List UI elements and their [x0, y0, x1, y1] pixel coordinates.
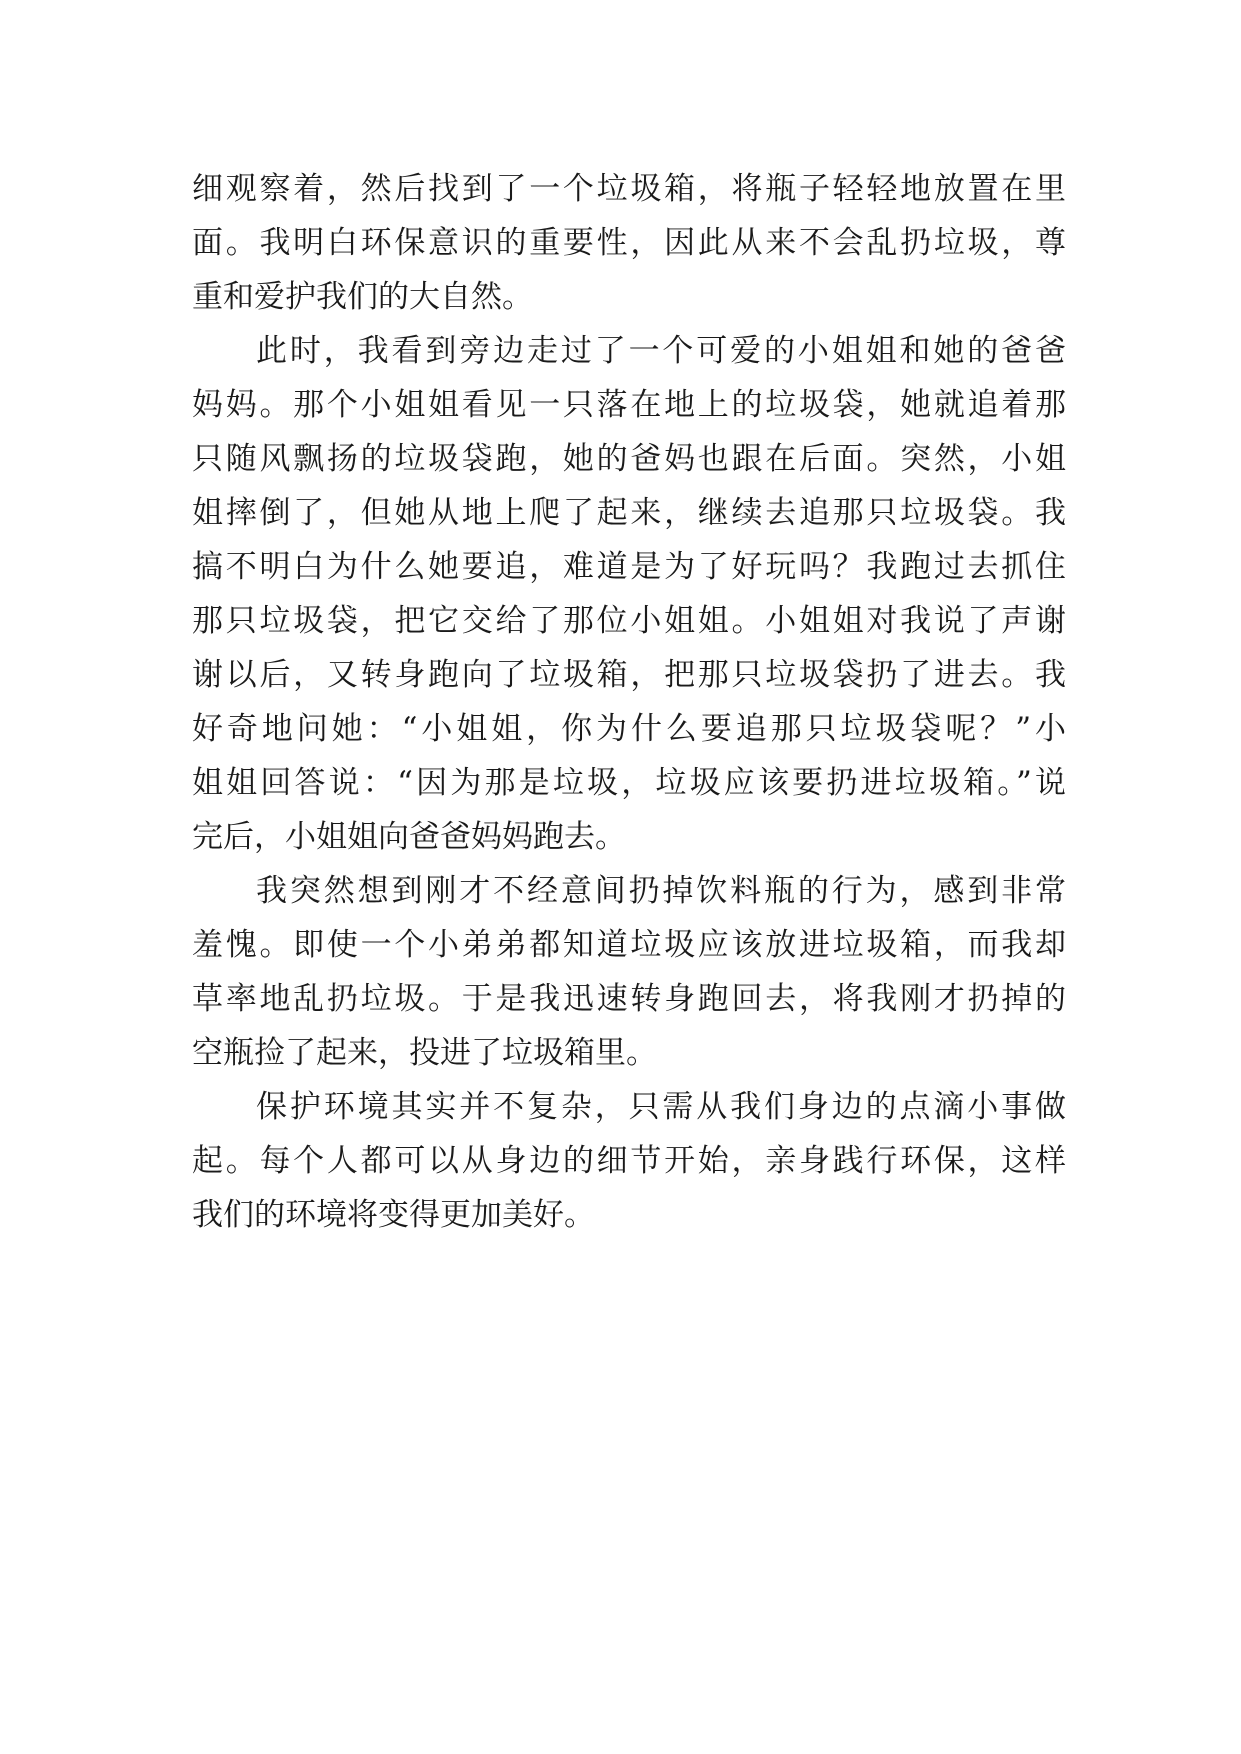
- text-line: 那只垃圾袋，把它交给了那位小姐姐。小姐姐对我说了声谢: [192, 603, 1066, 639]
- paragraph-1: [192, 162, 1066, 324]
- text-line: 羞愧。即使一个小弟弟都知道垃圾应该放进垃圾箱，而我却: [192, 927, 1066, 963]
- text-line: 搞不明白为什么她要追，难道是为了好玩吗？我跑过去抓住: [192, 549, 1066, 585]
- text-line: 姐姐回答说：“因为那是垃圾，垃圾应该要扔进垃圾箱。”说: [192, 765, 1066, 801]
- text-line: 只随风飘扬的垃圾袋跑，她的爸妈也跟在后面。突然，小姐: [192, 441, 1066, 477]
- paragraph-2: [192, 324, 1066, 864]
- text-line: 起。每个人都可以从身边的细节开始，亲身践行环保，这样: [192, 1143, 1066, 1179]
- text-line: 妈妈。那个小姐姐看见一只落在地上的垃圾袋，她就追着那: [192, 387, 1066, 423]
- paragraph-3: [192, 864, 1066, 1080]
- text-line: 好奇地问她：“小姐姐，你为什么要追那只垃圾袋呢？”小: [192, 711, 1066, 747]
- text-line: 面。我明白环保意识的重要性，因此从来不会乱扔垃圾，尊: [192, 225, 1066, 261]
- text-line: 空瓶捡了起来，投进了垃圾箱里。: [192, 1035, 657, 1071]
- text-line: 我们的环境将变得更加美好。: [192, 1197, 595, 1233]
- body-text: [192, 162, 1066, 1242]
- text-line: 细观察着，然后找到了一个垃圾箱，将瓶子轻轻地放置在里: [192, 171, 1066, 207]
- paragraph-4: [192, 1080, 1066, 1242]
- text-line: 草率地乱扔垃圾。于是我迅速转身跑回去，将我刚才扔掉的: [192, 981, 1066, 1017]
- text-line: 此时，我看到旁边走过了一个可爱的小姐姐和她的爸爸: [256, 333, 1066, 369]
- text-line: 我突然想到刚才不经意间扔掉饮料瓶的行为，感到非常: [256, 873, 1066, 909]
- text-line: 保护环境其实并不复杂，只需从我们身边的点滴小事做: [256, 1089, 1066, 1125]
- text-line: 重和爱护我们的大自然。: [192, 279, 533, 315]
- text-line: 完后，小姐姐向爸爸妈妈跑去。: [192, 819, 626, 855]
- text-line: 姐摔倒了，但她从地上爬了起来，继续去追那只垃圾袋。我: [192, 495, 1066, 531]
- text-line: 谢以后，又转身跑向了垃圾箱，把那只垃圾袋扔了进去。我: [192, 657, 1066, 693]
